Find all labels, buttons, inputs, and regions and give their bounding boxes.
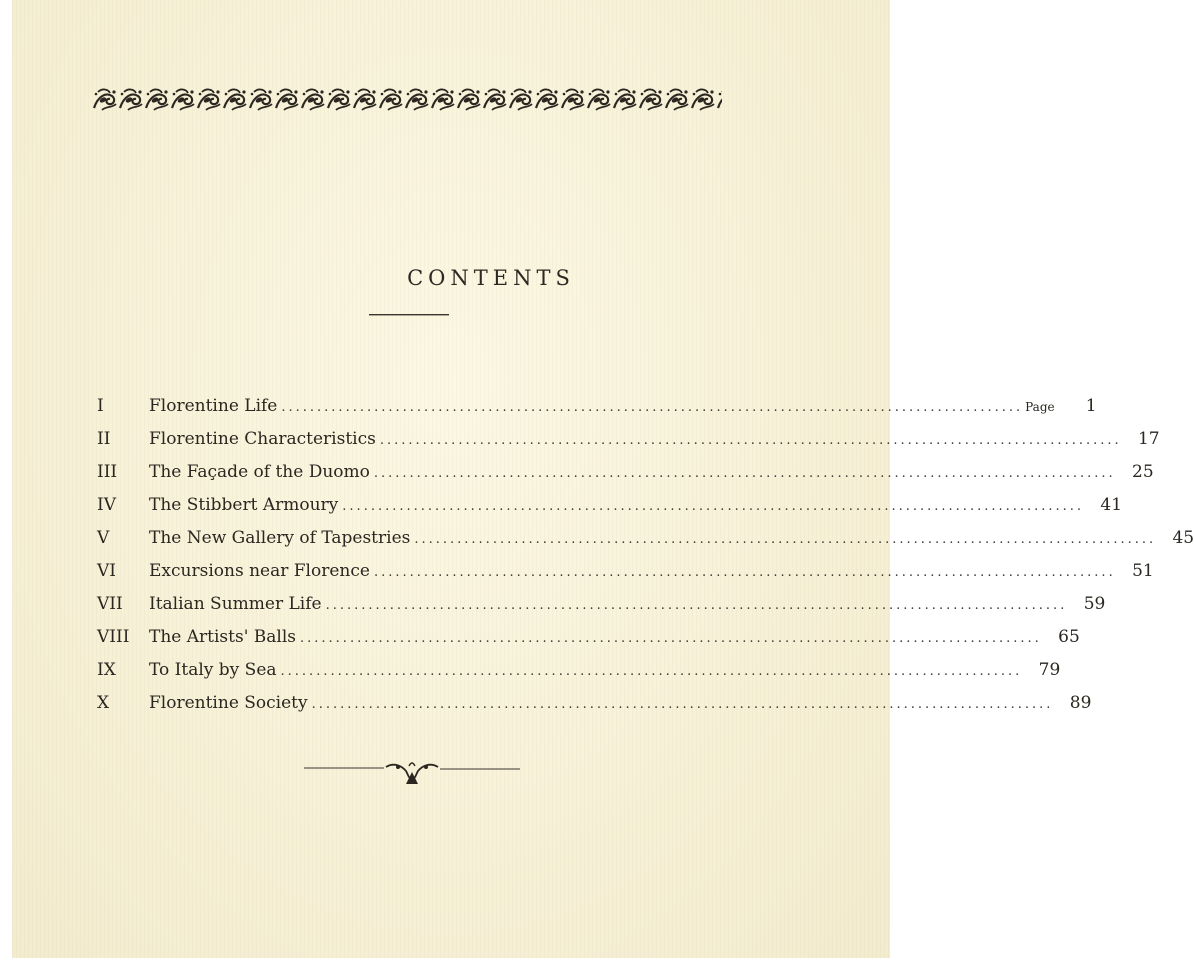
toc-entry-4[interactable]: [97, 493, 1123, 526]
floral-border-icon: [92, 86, 722, 114]
page-number: 79: [1038, 660, 1061, 680]
toc-entry-8[interactable]: [97, 625, 1080, 658]
chapter-title: To Italy by Sea: [149, 660, 277, 680]
fleuron-ornament-icon: [302, 758, 522, 788]
chapter-number: IX: [97, 660, 116, 680]
dot-leader: ........................................................................................................: [311, 697, 1054, 712]
dot-leader: ........................................................................................................: [342, 499, 1085, 514]
dot-leader: ........................................................................................................: [373, 466, 1116, 481]
contents-heading: CONTENTS: [407, 266, 575, 290]
dot-leader: ........................................................................................................: [300, 631, 1042, 646]
header-ornament-band: [92, 86, 722, 114]
title-underline: [369, 314, 449, 316]
dot-leader: ........................................................................................................: [280, 664, 1023, 679]
page-number: 45: [1172, 528, 1194, 548]
page-label: Page: [1025, 400, 1055, 414]
chapter-number: V: [97, 528, 110, 548]
chapter-number: IV: [97, 495, 116, 515]
book-page: [12, 0, 1194, 958]
toc-entry-3[interactable]: [97, 460, 1154, 493]
toc-entry-9[interactable]: [97, 658, 1061, 691]
toc-entry-7[interactable]: [97, 592, 1106, 625]
chapter-number: X: [97, 693, 110, 713]
page-number: 41: [1100, 495, 1123, 515]
chapter-number: II: [97, 429, 111, 449]
toc-entry-1[interactable]: [97, 394, 1097, 427]
chapter-title: The Stibbert Armoury: [149, 495, 339, 515]
chapter-title: Florentine Life: [149, 396, 278, 416]
chapter-title: Florentine Characteristics: [149, 429, 376, 449]
page-number: 25: [1132, 462, 1154, 482]
chapter-number: VI: [97, 561, 116, 581]
chapter-number: VII: [97, 594, 123, 614]
dot-leader: ........................................................................................................: [281, 400, 1024, 415]
chapter-title: Italian Summer Life: [149, 594, 322, 614]
page-number: 65: [1058, 627, 1080, 647]
chapter-number: III: [97, 462, 118, 482]
chapter-title: Excursions near Florence: [149, 561, 370, 581]
toc-entry-2[interactable]: [97, 427, 1160, 460]
toc-entry-10[interactable]: [97, 691, 1092, 724]
dot-leader: ........................................................................................................: [379, 433, 1122, 448]
dot-leader: ........................................................................................................: [373, 565, 1116, 580]
dot-leader: ........................................................................................................: [325, 598, 1068, 613]
chapter-title: The New Gallery of Tapestries: [149, 528, 411, 548]
page-number: 51: [1132, 561, 1154, 581]
chapter-number: I: [97, 396, 104, 416]
dot-leader: ........................................................................................................: [414, 532, 1157, 547]
chapter-title: The Artists' Balls: [149, 627, 297, 647]
table-of-contents: [97, 394, 1194, 724]
page-number: 1: [1085, 396, 1097, 416]
toc-entry-5[interactable]: [97, 526, 1194, 559]
page-number: 17: [1137, 429, 1160, 449]
chapter-number: VIII: [97, 627, 130, 647]
chapter-title: Florentine Society: [149, 693, 308, 713]
chapter-title: The Façade of the Duomo: [149, 462, 370, 482]
page-number: 89: [1069, 693, 1092, 713]
toc-entry-6[interactable]: [97, 559, 1154, 592]
page-number: 59: [1083, 594, 1106, 614]
